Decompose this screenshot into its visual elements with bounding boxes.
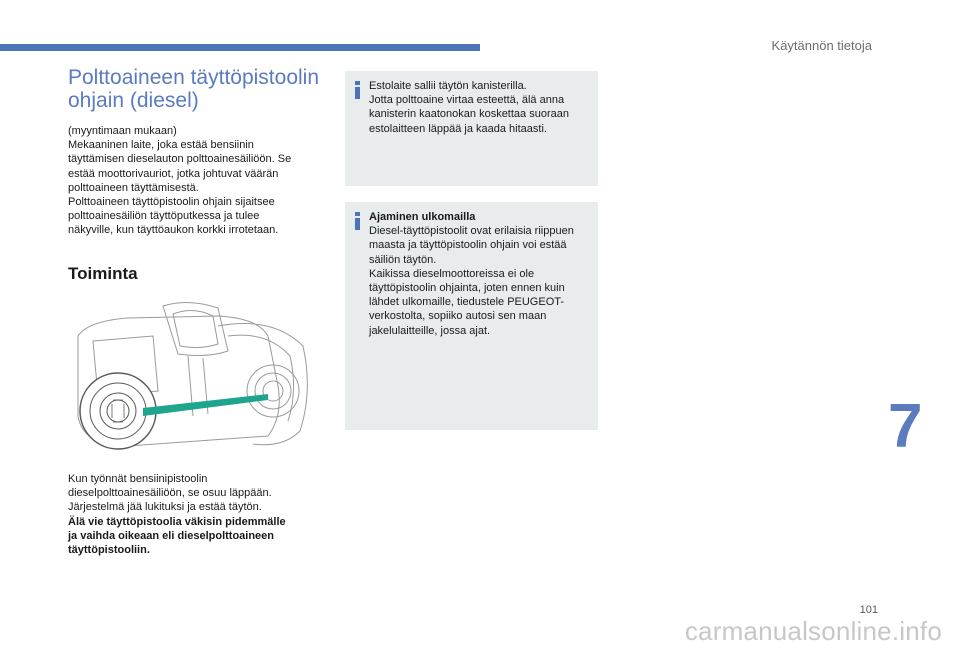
operation-line: dieselpolttoainesäiliöön, se osuu läppään.	[68, 487, 272, 500]
section-heading: Toiminta	[68, 264, 138, 283]
intro-line: Mekaaninen laite, joka estää bensiinin	[68, 139, 254, 152]
page-number: 101	[859, 604, 878, 616]
section-label: Käytännön tietoja	[771, 38, 872, 53]
note-heading: Ajaminen ulkomailla	[369, 211, 476, 223]
note-line: Kaikissa dieselmoottoreissa ei ole	[369, 267, 535, 280]
info-note-canister	[345, 71, 598, 186]
intro-line: (myyntimaan mukaan)	[68, 125, 177, 137]
info-icon	[353, 81, 362, 99]
note-line: lähdet ulkomaille, tiedustele PEUGEOT-	[369, 296, 565, 309]
intro-line: polttoaineen täyttämisestä.	[68, 181, 199, 194]
fuel-nozzle-guide-illustration	[68, 296, 318, 456]
note-line: Estolaite sallii täytön kanisterilla.	[369, 80, 527, 92]
warning-line: ja vaihda oikeaan eli dieselpolttoaineen	[68, 529, 275, 542]
operation-line: Kun työnnät bensiinipistoolin	[68, 473, 208, 485]
operation-line: Järjestelmä jää lukituksi ja estää täytön.	[68, 501, 262, 514]
intro-line: polttoainesäiliön täyttöputkessa ja tulee	[68, 210, 260, 223]
note-line: Diesel-täyttöpistoolit ovat erilaisia riippuen	[369, 225, 574, 238]
note-line: jakelulaitteille, jossa ajat.	[369, 324, 491, 337]
note-line: Jotta polttoaine virtaa esteettä, älä anna	[369, 94, 565, 107]
note-line: säiliön täytön.	[369, 253, 437, 266]
intro-line: estää moottorivauriot, jotka johtuvat väärän	[68, 167, 279, 180]
header-accent-bar	[0, 44, 480, 51]
watermark: carmanualsonline.info	[684, 616, 942, 646]
note-line: estolaitteen läppää ja kaada hitaasti.	[369, 122, 547, 135]
intro-line: täyttämisen dieselauton polttoainesäiliöön. Se	[68, 153, 292, 166]
page-title: Polttoaineen täyttöpistoolin ohjain (diesel)	[68, 66, 320, 112]
note-line: täyttöpistoolin ohjainta, joten ennen kuin	[369, 282, 565, 295]
note-line: kanisterin kaatonokan koskettaa suoraan	[369, 108, 569, 121]
warning-line: Älä vie täyttöpistoolia väkisin pidemmälle	[68, 515, 286, 528]
note-line: maasta ja täyttöpistoolin ohjain voi estää	[369, 239, 567, 252]
operation-text	[68, 472, 318, 557]
intro-line: näkyville, kun täyttöaukon korkki irrotetaan.	[68, 224, 279, 237]
intro-text	[68, 124, 318, 238]
info-note-abroad	[345, 202, 598, 430]
intro-line: Polttoaineen täyttöpistoolin ohjain sijaitsee	[68, 196, 275, 209]
warning-line: täyttöpistooliin.	[68, 544, 150, 557]
info-icon	[353, 212, 362, 230]
chapter-number: 7	[888, 392, 923, 461]
note-line: verkostolta, sopiiko autosi sen maan	[369, 310, 547, 323]
